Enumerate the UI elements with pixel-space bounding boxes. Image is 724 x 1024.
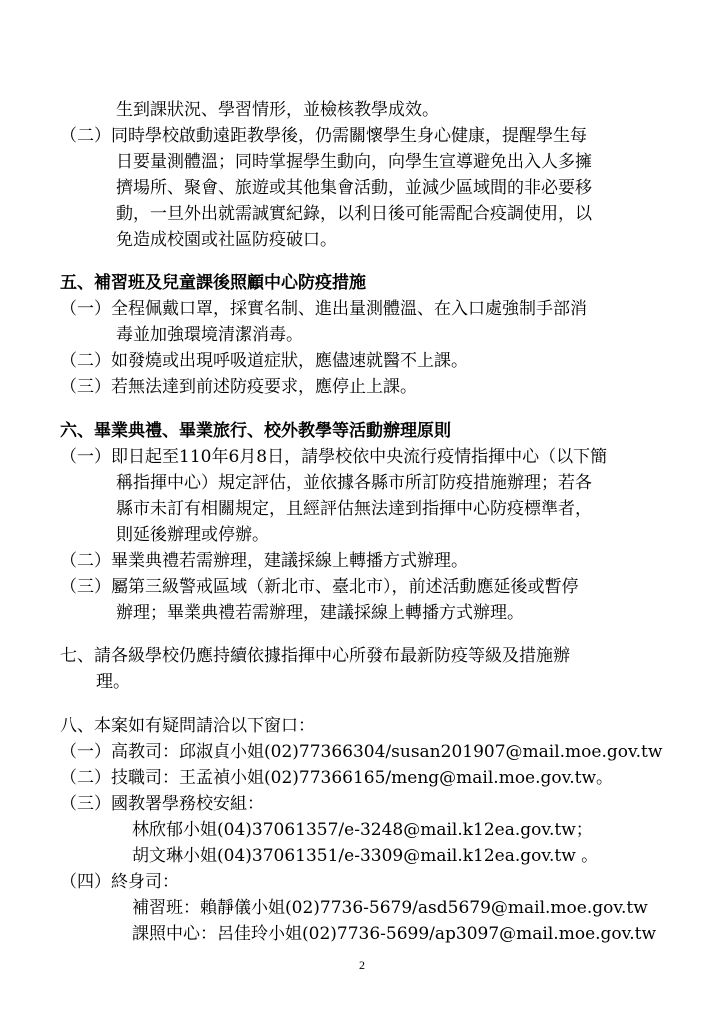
- section-line: 理。: [96, 672, 130, 692]
- contact-line: （三）國教署學務校安組：: [60, 794, 264, 814]
- list-item-line: （二）如發燒或出現呼吸道症狀，應儘速就醫不上課。: [60, 351, 468, 371]
- contact-line: 補習班：賴靜儀小姐(02)7736-5679/asd5679@mail.moe.gov.tw: [132, 898, 648, 918]
- section-heading: 六、畢業典禮、畢業旅行、校外教學等活動辦理原則: [60, 421, 451, 441]
- list-item-line: 縣市未訂有相關規定，且經評估無法達到指揮中心防疫標準者，: [116, 499, 592, 519]
- list-item-line: （三）屬第三級警戒區域（新北市、臺北市），前述活動應延後或暫停: [60, 577, 579, 597]
- list-item-line: （二）同時學校啟動遠距教學後，仍需關懷學生身心健康，提醒學生每: [60, 126, 587, 146]
- list-item-line: （一）即日起至110年6月8日，請學校依中央流行疫情指揮中心（以下簡: [60, 447, 608, 467]
- page-number: 2: [359, 958, 365, 972]
- list-item-line: 動，一旦外出就需誠實紀錄，以利日後可能需配合疫調使用，以: [116, 204, 592, 224]
- section-line: 八、本案如有疑問請洽以下窗口：: [60, 716, 315, 736]
- list-item-line: 稱指揮中心）規定評估，並依據各縣市所訂防疫措施辦理；若各: [116, 473, 592, 493]
- list-item-line: （二）畢業典禮若需辦理，建議採線上轉播方式辦理。: [60, 551, 468, 571]
- list-item-line: 日要量測體溫；同時掌握學生動向，向學生宣導避免出入人多擁: [116, 152, 592, 172]
- list-item-line: 免造成校園或社區防疫破口。: [116, 230, 337, 250]
- contact-line: 胡文琳小姐(04)37061351/e-3309@mail.k12ea.gov.tw 。: [132, 846, 599, 866]
- list-item-line: 辦理；畢業典禮若需辦理，建議採線上轉播方式辦理。: [116, 603, 524, 623]
- contact-line: 課照中心：呂佳玲小姐(02)7736-5699/ap3097@mail.moe.gov.tw: [132, 924, 657, 944]
- list-item-line: 毒並加強環境清潔消毒。: [116, 325, 303, 345]
- contact-line: （一）高教司：邱淑貞小姐(02)77366304/susan201907@mail.moe.gov.tw: [60, 742, 663, 762]
- section-line: 七、請各級學校仍應持續依據指揮中心所發布最新防疫等級及措施辦: [60, 646, 570, 666]
- body-line: 生到課狀況、學習情形，並檢核教學成效。: [116, 100, 439, 120]
- list-item-line: （一）全程佩戴口罩，採實名制、進出量測體溫、在入口處強制手部消: [60, 299, 587, 319]
- contact-line: 林欣郁小姐(04)37061357/e-3248@mail.k12ea.gov.tw；: [132, 820, 593, 840]
- list-item-line: 則延後辦理或停辦。: [116, 525, 269, 545]
- contact-line: （二）技職司：王孟禎小姐(02)77366165/meng@mail.moe.gov.tw。: [60, 768, 614, 788]
- list-item-line: 擠場所、聚會、旅遊或其他集會活動，並減少區域間的非必要移: [116, 178, 592, 198]
- section-heading: 五、補習班及兒童課後照顧中心防疫措施: [60, 273, 366, 293]
- list-item-line: （三）若無法達到前述防疫要求，應停止上課。: [60, 377, 417, 397]
- contact-line: （四）終身司：: [60, 872, 179, 892]
